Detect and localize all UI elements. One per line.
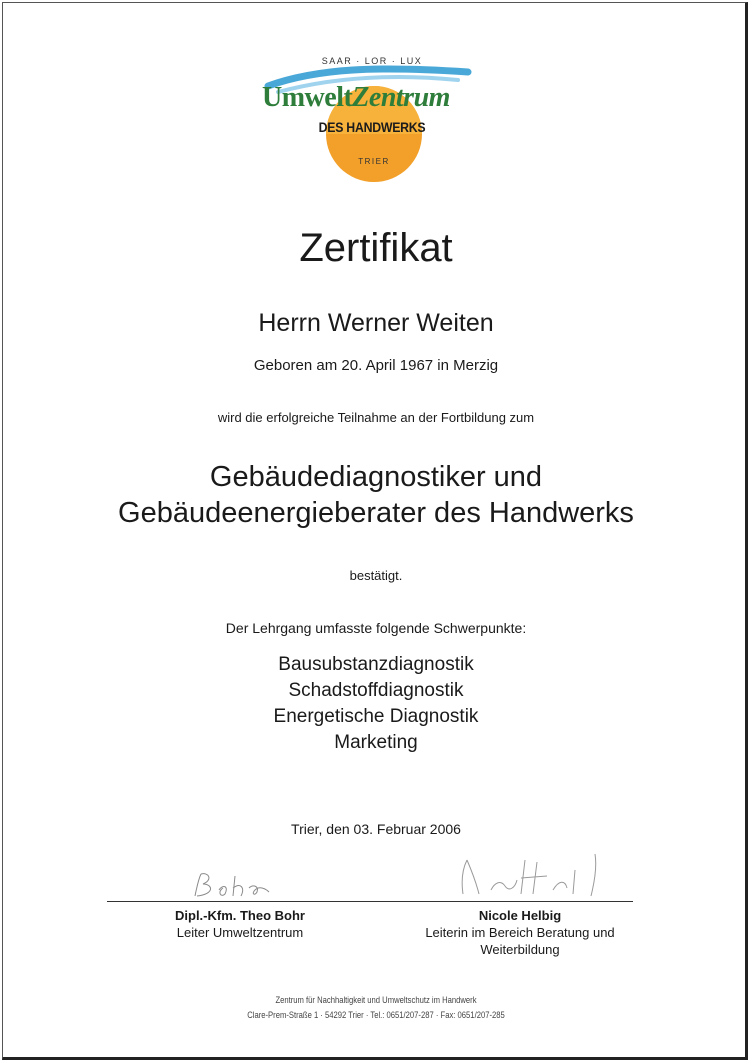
signatory-left-role: Leiter Umweltzentrum [176, 925, 304, 940]
logo-city: TRIER [358, 157, 390, 166]
focus-area-item: Schadstoffdiagnostik [288, 680, 464, 701]
signatory-left [140, 907, 340, 941]
place-and-date: Trier, den 03. Februar 2006 [291, 821, 461, 837]
footer-line1: Zentrum für Nachhaltigkeit und Umweltschutz im Handwerk [275, 995, 477, 1005]
signatory-right-role-line1: Leiterin im Bereich Beratung und [425, 925, 615, 940]
focus-area-item: Bausubstanzdiagnostik [278, 654, 474, 675]
course-title-line1: Gebäudediagnostiker und [209, 461, 543, 493]
signatory-left-name: Dipl.-Kfm. Theo Bohr [175, 908, 305, 923]
focus-intro: Der Lehrgang umfasste folgende Schwerpunkte: [225, 620, 527, 636]
logo-wordmark-part2: Zentrum [352, 82, 450, 113]
course-title-line2: Gebäudeenergieberater des Handwerks [118, 497, 634, 529]
signature-helbig-handwritten [455, 850, 615, 902]
footer-line2: Clare-Prem-Straße 1 · 54292 Trier · Tel.: 0651/207-287 · Fax: 0651/207-285 [247, 1010, 505, 1020]
signatory-right-name: Nicole Helbig [478, 908, 562, 923]
course-title [0, 459, 752, 531]
signature-bohr-handwritten [185, 868, 275, 902]
signature-line [107, 901, 633, 902]
signatory-right [400, 907, 640, 958]
certificate-title: Zertifikat [299, 226, 453, 270]
intro-text: wird die erfolgreiche Teilnahme an der Fortbildung zum [217, 410, 535, 425]
logo-tagline: SAAR · LOR · LUX [321, 56, 423, 66]
birth-info: Geboren am 20. April 1967 in Merzig [253, 357, 499, 374]
logo-subtitle: DES HANDWERKS [318, 119, 426, 135]
signatory-right-role-line2: Weiterbildung [480, 942, 560, 957]
recipient-name: Herrn Werner Weiten [258, 309, 494, 337]
footer-address [56, 993, 695, 1023]
focus-area-item: Marketing [334, 732, 418, 753]
logo-wordmark-part1: Umwelt [262, 82, 353, 113]
focus-area-item: Energetische Diagnostik [273, 706, 479, 727]
logo-wordmark [262, 82, 450, 114]
umweltzentrum-logo [258, 52, 480, 174]
confirmation-text: bestätigt. [349, 568, 403, 583]
focus-areas-list [0, 652, 752, 756]
